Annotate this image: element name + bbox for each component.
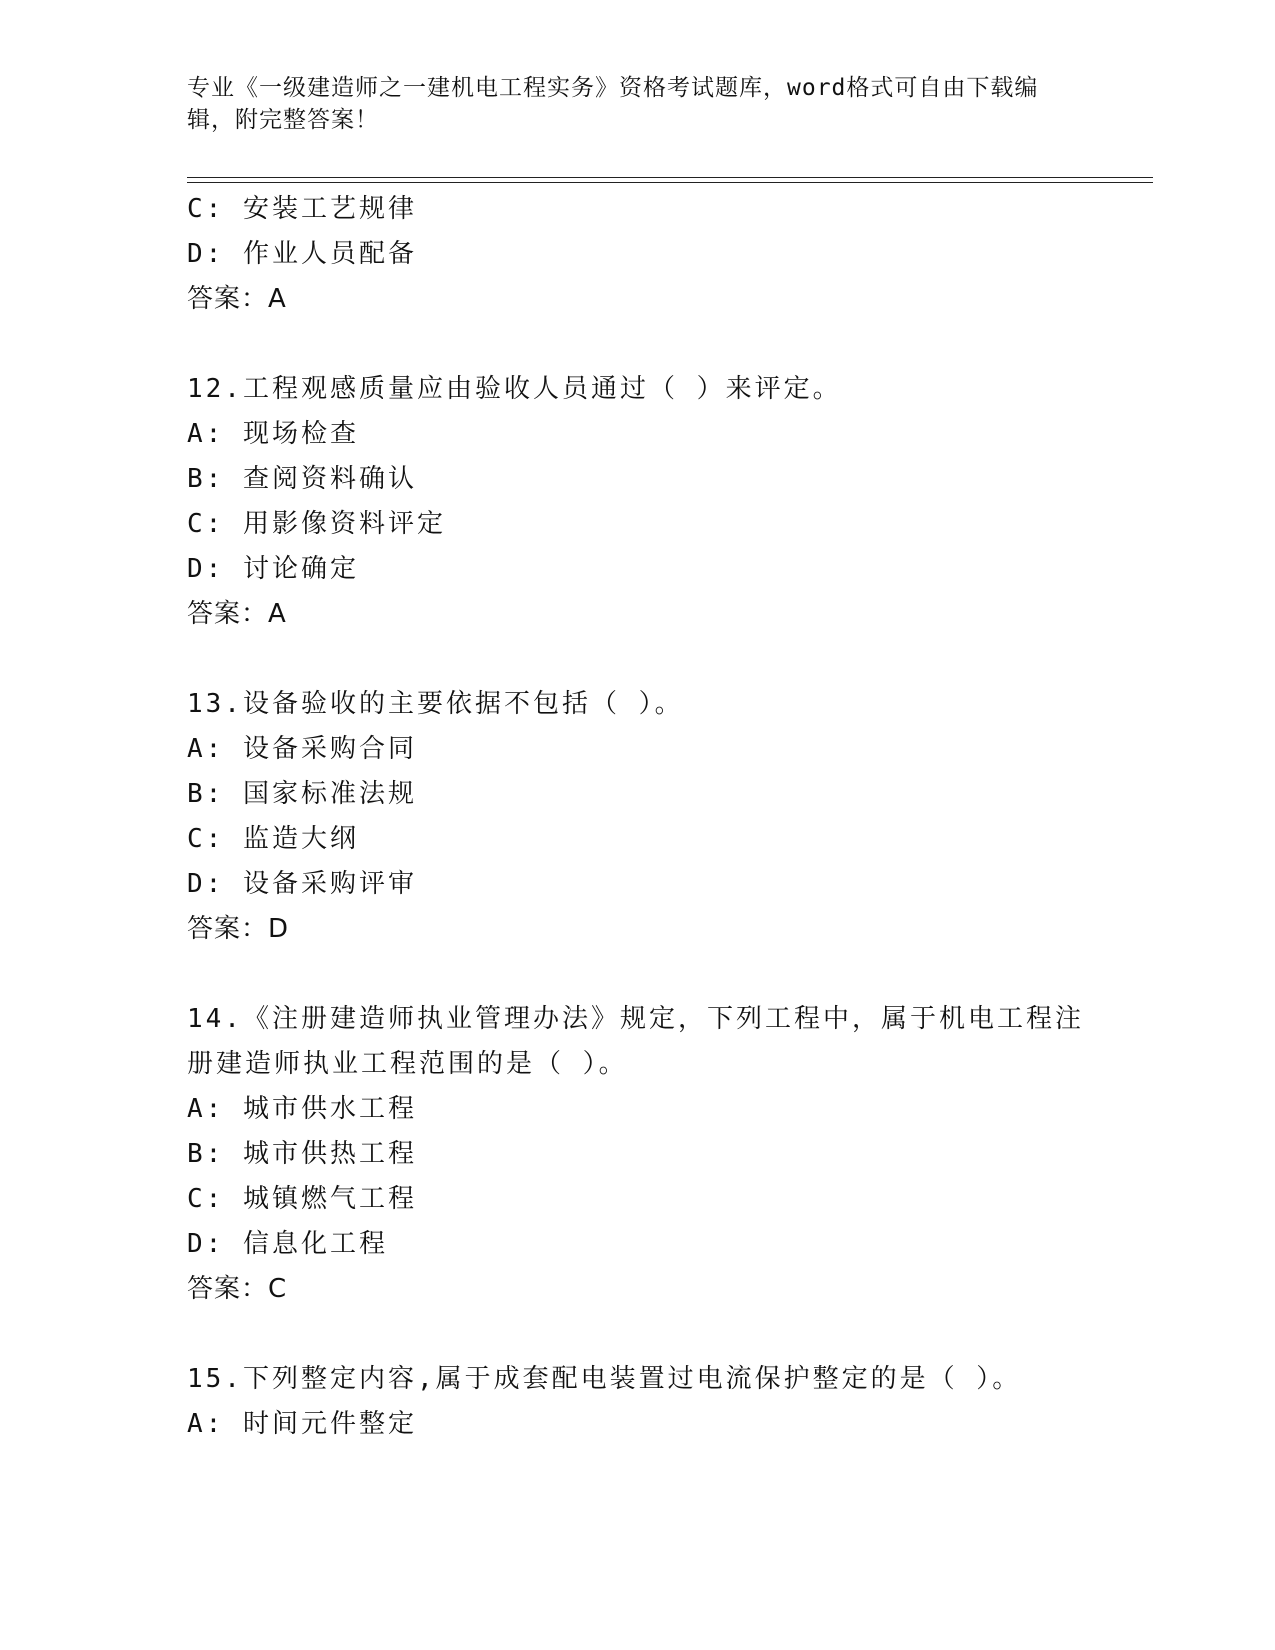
question-12-option-d: D: 讨论确定 <box>187 554 359 584</box>
question-14-option-a: A: 城市供水工程 <box>187 1094 417 1124</box>
question-13-option-c: C: 监造大纲 <box>187 824 359 854</box>
question-14-option-c: C: 城镇燃气工程 <box>187 1184 417 1214</box>
answer: 答案：A <box>187 284 287 314</box>
question-14-text-line2: 册建造师执业工程范围的是（ ）。 <box>187 1049 628 1079</box>
header-divider-bottom <box>187 182 1153 183</box>
question-12-option-c: C: 用影像资料评定 <box>187 509 446 539</box>
question-14-answer: 答案：C <box>187 1274 288 1304</box>
question-13-text: 13.设备验收的主要依据不包括（ ）。 <box>187 689 684 719</box>
question-14-text-line1: 14.《注册建造师执业管理办法》规定，下列工程中，属于机电工程注 <box>187 1004 1084 1034</box>
header-divider-top <box>187 177 1153 178</box>
question-14-option-b: B: 城市供热工程 <box>187 1139 417 1169</box>
question-13-option-b: B: 国家标准法规 <box>187 779 417 809</box>
option-c: C: 安装工艺规律 <box>187 194 417 224</box>
option-d: D: 作业人员配备 <box>187 239 417 269</box>
question-13-option-a: A: 设备采购合同 <box>187 734 417 764</box>
question-15-text: 15.下列整定内容,属于成套配电装置过电流保护整定的是（ ）。 <box>187 1364 1022 1394</box>
question-13-answer: 答案：D <box>187 914 290 944</box>
document-header: 专业《一级建造师之一建机电工程实务》资格考试题库，word格式可自由下载编辑，附完整答案！ <box>187 75 1039 133</box>
question-12-option-a: A: 现场检查 <box>187 419 359 449</box>
question-12-option-b: B: 查阅资料确认 <box>187 464 417 494</box>
question-15-option-a: A: 时间元件整定 <box>187 1409 417 1439</box>
question-13-option-d: D: 设备采购评审 <box>187 869 417 899</box>
question-12-text: 12.工程观感质量应由验收人员通过（ ）来评定。 <box>187 374 842 404</box>
question-12-answer: 答案：A <box>187 599 287 629</box>
question-14-option-d: D: 信息化工程 <box>187 1229 388 1259</box>
